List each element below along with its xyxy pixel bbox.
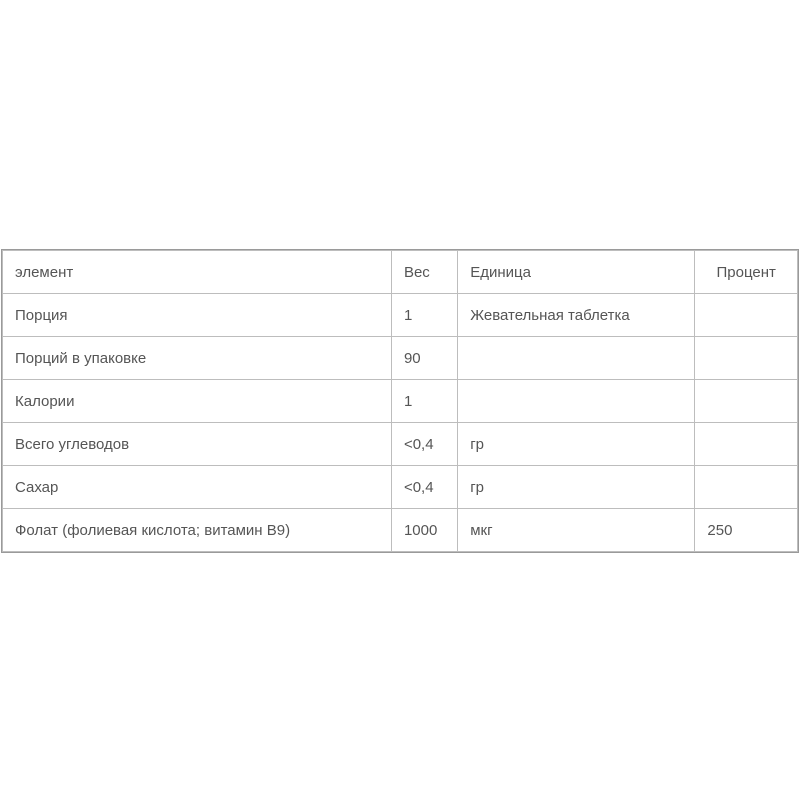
- cell-unit: [458, 380, 695, 423]
- table-header-row: [3, 251, 798, 294]
- cell-weight: <0,4: [391, 423, 457, 466]
- header-weight: Вес: [391, 251, 457, 294]
- cell-element: Порций в упаковке: [3, 337, 392, 380]
- cell-element: Сахар: [3, 466, 392, 509]
- cell-element: Всего углеводов: [3, 423, 392, 466]
- table-row: [3, 466, 798, 509]
- cell-unit: [458, 337, 695, 380]
- cell-unit: гр: [458, 466, 695, 509]
- cell-weight: 1000: [391, 509, 457, 552]
- cell-percent: [695, 423, 798, 466]
- cell-element: Фолат (фолиевая кислота; витамин В9): [3, 509, 392, 552]
- cell-percent: [695, 337, 798, 380]
- table-row: [3, 294, 798, 337]
- table-row: [3, 509, 798, 552]
- cell-percent: [695, 380, 798, 423]
- cell-unit: мкг: [458, 509, 695, 552]
- nutrition-table: [2, 250, 798, 552]
- cell-weight: 1: [391, 294, 457, 337]
- cell-unit: Жевательная таблетка: [458, 294, 695, 337]
- cell-unit: гр: [458, 423, 695, 466]
- header-unit: Единица: [458, 251, 695, 294]
- header-element: элемент: [3, 251, 392, 294]
- cell-weight: 90: [391, 337, 457, 380]
- cell-weight: 1: [391, 380, 457, 423]
- cell-weight: <0,4: [391, 466, 457, 509]
- cell-percent: 250: [695, 509, 798, 552]
- cell-percent: [695, 294, 798, 337]
- header-percent: Процент: [695, 251, 798, 294]
- table-row: [3, 380, 798, 423]
- cell-element: Калории: [3, 380, 392, 423]
- cell-element: Порция: [3, 294, 392, 337]
- cell-percent: [695, 466, 798, 509]
- table-row: [3, 423, 798, 466]
- table-row: [3, 337, 798, 380]
